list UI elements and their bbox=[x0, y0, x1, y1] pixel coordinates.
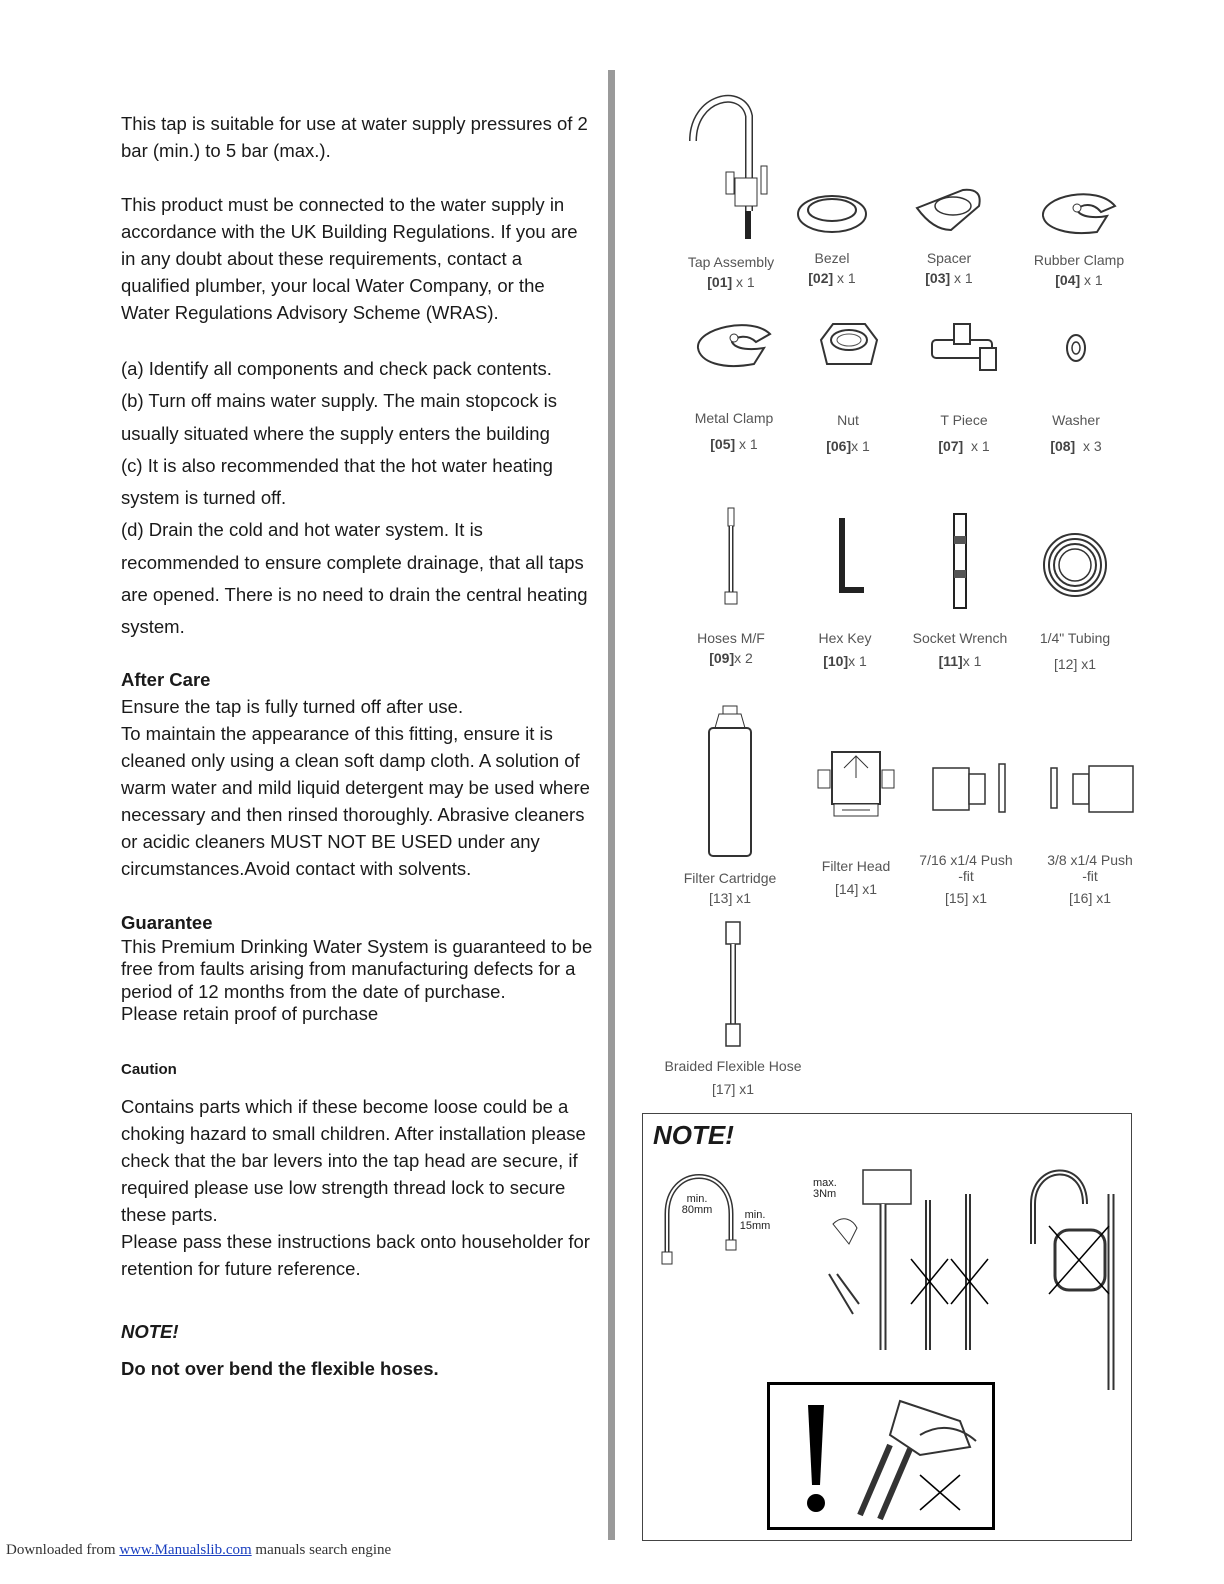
regulations-paragraph: This product must be connected to the water supply in accordance with the UK Building Regulations. If you are in any doubt about these requirements, contact a qualified plumber, your local Water Company, or the Water Regulations Advisory Scheme (WRAS). bbox=[121, 194, 578, 323]
push-fit-3-8-icon bbox=[1045, 760, 1135, 816]
part-name: Washer bbox=[1052, 412, 1100, 428]
min-80mm-label: min. 80mm bbox=[681, 1193, 713, 1216]
part-metal-clamp bbox=[686, 318, 782, 454]
part-code: [01] bbox=[707, 274, 733, 290]
part-name: Socket Wrench bbox=[912, 630, 1008, 646]
after-care-line2: To maintain the appearance of this fitting, ensure it is cleaned only using a clean soft damp cloth. A solution of warm water and mild liquid detergent may be used where necessary and then rinsed thoroughly. Abrasive cleaners or acidic cleaners MUST NOT BE USED under any circumstances.Avoid contact with solvents. bbox=[121, 722, 590, 879]
filter-head-icon bbox=[816, 748, 896, 818]
part-code: [07] bbox=[938, 438, 964, 454]
part-qty: [15] x1 bbox=[944, 890, 988, 906]
note-text: Do not over bend the flexible hoses. bbox=[121, 1357, 439, 1379]
part-qty: x 1 bbox=[971, 438, 990, 454]
bezel-icon bbox=[794, 190, 870, 236]
part-filter-head bbox=[808, 748, 904, 899]
part-qty: [12] x1 bbox=[1053, 656, 1097, 672]
part-name: Metal Clamp bbox=[694, 410, 774, 426]
manualslib-link[interactable]: www.Manualslib.com bbox=[119, 1542, 252, 1558]
max-3nm-label: max. 3Nm bbox=[813, 1177, 837, 1200]
part-bezel bbox=[786, 190, 878, 288]
pressure-paragraph: This tap is suitable for use at water supply pressures of 2 bar (min.) to 5 bar (max.). bbox=[121, 113, 588, 161]
part-code: [09] bbox=[709, 650, 735, 666]
column-divider bbox=[608, 70, 615, 1540]
t-piece-icon bbox=[924, 318, 1004, 378]
part-qty: x 1 bbox=[739, 436, 758, 452]
nut-icon bbox=[813, 318, 883, 376]
tap-assembly-icon bbox=[681, 86, 781, 246]
braided-hose-icon bbox=[718, 920, 748, 1048]
part-code: [02] bbox=[808, 270, 834, 286]
hex-key-icon bbox=[820, 510, 870, 606]
instructions-column bbox=[121, 110, 596, 1382]
note-title: NOTE! bbox=[121, 1320, 179, 1342]
part-code: [11] bbox=[938, 653, 963, 669]
part-name: Tap Assembly bbox=[687, 254, 775, 270]
part-hex-key bbox=[808, 510, 882, 671]
caution-pass-on: Please pass these instructions back onto householder for retention for future reference. bbox=[121, 1230, 590, 1279]
part-qty: x 1 bbox=[837, 270, 856, 286]
part-filter-cartridge bbox=[678, 704, 782, 908]
tightening-and-twist-icon bbox=[823, 1164, 1003, 1364]
push-fit-7-16-icon bbox=[921, 760, 1011, 816]
part-code: [05] bbox=[710, 436, 736, 452]
socket-wrench-icon bbox=[945, 510, 975, 610]
part-name: Rubber Clamp bbox=[1033, 252, 1125, 268]
warning-exclamation-icon bbox=[770, 1385, 992, 1527]
filter-cartridge-icon bbox=[705, 704, 755, 860]
part-qty: [14] x1 bbox=[834, 881, 878, 897]
caution-heading: Caution bbox=[121, 1060, 177, 1078]
note-box bbox=[642, 1113, 1132, 1541]
part-code: [08] bbox=[1050, 438, 1076, 454]
guarantee-heading: Guarantee bbox=[121, 911, 213, 933]
hoses-icon bbox=[716, 506, 746, 606]
part-tubing bbox=[1030, 528, 1120, 674]
part-name: Bezel bbox=[814, 250, 850, 266]
guarantee-text: This Premium Drinking Water System is guaranteed to be free from faults arising from manufacturing defects for a period of 12 months from the date of purchase. bbox=[121, 935, 593, 1002]
caution-text: Contains parts which if these become loose could be a choking hazard to small children. After installation please check that the bar levers into the tap head are secure, if required please use low strength thread lock to secure these parts. bbox=[121, 1095, 586, 1225]
part-code: [04] bbox=[1055, 272, 1081, 288]
part-qty: x 2 bbox=[734, 650, 753, 666]
part-name: 3/8 x1/4 Push -fit bbox=[1047, 852, 1133, 884]
part-qty: [16] x1 bbox=[1068, 890, 1112, 906]
washer-icon bbox=[1061, 318, 1091, 378]
footer-suffix: manuals search engine bbox=[255, 1542, 392, 1558]
part-braided-hose bbox=[658, 920, 808, 1099]
part-spacer bbox=[898, 186, 1000, 288]
part-name: Hex Key bbox=[818, 630, 872, 646]
part-name: Braided Flexible Hose bbox=[664, 1058, 802, 1074]
part-washer bbox=[1036, 318, 1116, 456]
part-name: T Piece bbox=[940, 412, 988, 428]
part-qty: x 1 bbox=[736, 274, 755, 290]
part-name: 7/16 x1/4 Push -fit bbox=[919, 852, 1013, 884]
part-code: [03] bbox=[925, 270, 951, 286]
part-name: Filter Cartridge bbox=[683, 870, 777, 886]
part-qty: x 1 bbox=[1084, 272, 1103, 288]
after-care-heading: After Care bbox=[121, 668, 211, 690]
min-15mm-label: min. 15mm bbox=[739, 1209, 771, 1232]
part-name: 1/4" Tubing bbox=[1039, 630, 1111, 646]
part-hoses bbox=[686, 506, 776, 668]
part-name: Filter Head bbox=[821, 858, 891, 874]
footer-prefix: Downloaded from bbox=[6, 1542, 116, 1558]
part-qty: x 1 bbox=[954, 270, 973, 286]
part-name: Hoses M/F bbox=[697, 630, 765, 646]
part-name: Nut bbox=[837, 412, 859, 428]
part-code: [10] bbox=[823, 653, 849, 669]
part-tap-assembly bbox=[668, 86, 794, 292]
guarantee-retain: Please retain proof of purchase bbox=[121, 1003, 379, 1025]
part-t-piece bbox=[916, 318, 1012, 456]
steps-list bbox=[121, 353, 596, 644]
part-rubber-clamp bbox=[1028, 186, 1130, 290]
step-d: (d) Drain the cold and hot water system. It is recommended to ensure complete drainage, that all taps are opened. There is no need to drain the central heating system. bbox=[121, 519, 588, 638]
part-qty: x 3 bbox=[1083, 438, 1102, 454]
warning-box bbox=[767, 1382, 995, 1530]
part-qty: x 1 bbox=[851, 438, 870, 454]
part-nut bbox=[810, 318, 886, 456]
step-c: (c) It is also recommended that the hot water heating system is turned off. bbox=[121, 454, 553, 509]
part-code: [06] bbox=[826, 438, 852, 454]
step-a: (a) Identify all components and check pack contents. bbox=[121, 358, 552, 379]
tap-no-twist-icon bbox=[1025, 1164, 1125, 1396]
spacer-icon bbox=[911, 186, 987, 234]
footer bbox=[6, 1542, 391, 1559]
note-box-title: NOTE! bbox=[653, 1120, 734, 1150]
metal-clamp-icon bbox=[692, 318, 776, 372]
step-b: (b) Turn off mains water supply. The main stopcock is usually situated where the supply enters the building bbox=[121, 390, 557, 444]
part-socket-wrench bbox=[904, 510, 1016, 671]
part-push-fit-3-8 bbox=[1044, 760, 1136, 908]
part-push-fit-7-16 bbox=[916, 760, 1016, 908]
tubing-icon bbox=[1040, 528, 1110, 602]
part-qty: x 1 bbox=[848, 653, 867, 669]
part-qty: x 1 bbox=[962, 653, 982, 669]
part-name: Spacer bbox=[926, 250, 972, 266]
part-qty: [13] x1 bbox=[708, 890, 752, 906]
rubber-clamp-icon bbox=[1037, 186, 1121, 238]
part-qty: [17] x1 bbox=[711, 1081, 755, 1097]
after-care-line1: Ensure the tap is fully turned off after use. bbox=[121, 695, 464, 717]
